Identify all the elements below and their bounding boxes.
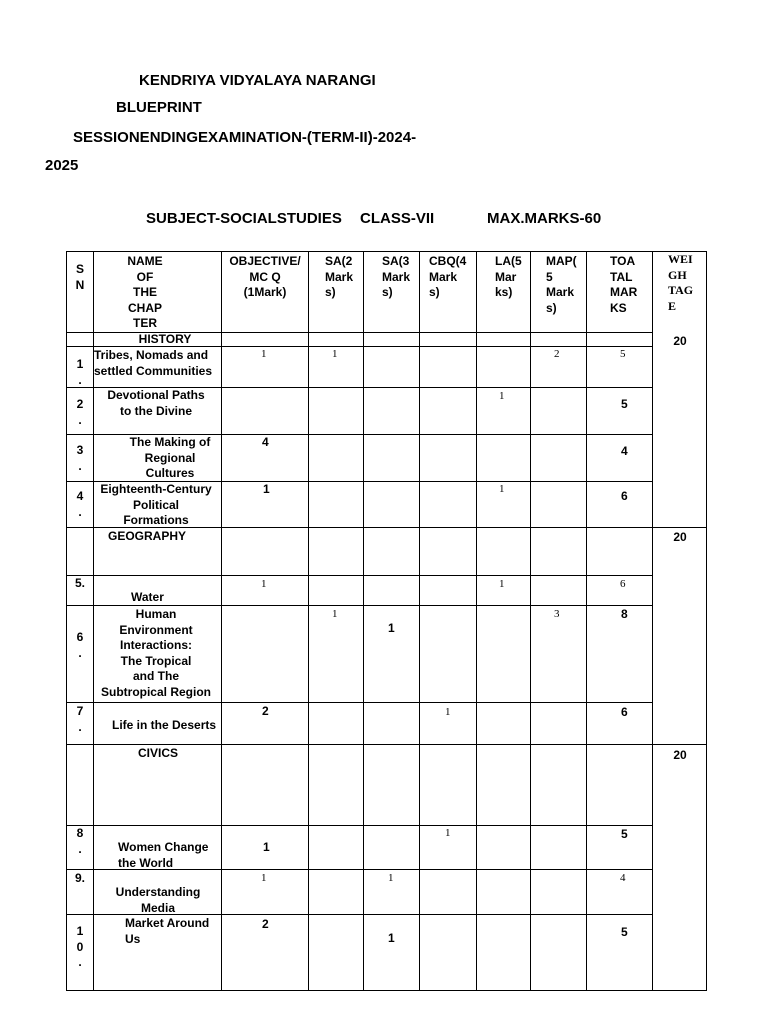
row-sn: 1 0 . — [76, 924, 84, 969]
section-civics: CIVICS — [137, 746, 178, 760]
header-weightage: WEI GH TAG E — [668, 252, 694, 313]
max-marks-label: MAX.MARKS-60 — [487, 210, 602, 227]
column-divider — [530, 251, 531, 991]
row-cbq: 1 — [445, 827, 451, 839]
row-chapter-name: Women Change the World — [118, 840, 209, 870]
row-chapter-name: Market Around Us — [125, 916, 210, 946]
row-total: 6 — [621, 489, 628, 503]
row-objective: 2 — [262, 704, 269, 718]
row-chapter-name: Understanding Media — [115, 885, 201, 915]
weightage-history: 20 — [673, 334, 687, 348]
row-chapter-name: Life in the Deserts — [112, 718, 217, 732]
row-chapter-name: Tribes, Nomads and settled Communities — [94, 348, 213, 378]
row-sa3: 1 — [388, 872, 394, 884]
row-objective: 1 — [261, 578, 267, 590]
row-sn: 8 . — [76, 826, 84, 856]
header-objective: OBJECTIVE/ MC Q (1Mark) — [229, 254, 301, 299]
row-total: 6 — [621, 705, 628, 719]
row-sn: 3 . — [76, 443, 84, 473]
row-objective: 1 — [261, 348, 267, 360]
exam-title-line2: 2025 — [45, 157, 79, 174]
row-chapter-name: Devotional Paths to the Divine — [107, 388, 205, 418]
row-total: 5 — [620, 348, 626, 360]
exam-title-line1: SESSIONENDINGEXAMINATION-(TERM-II)-2024- — [73, 129, 417, 146]
header-la: LA(5 Mar ks) — [495, 254, 522, 299]
class-label: CLASS-VII — [360, 210, 435, 227]
row-map: 2 — [554, 348, 560, 360]
section-history: HISTORY — [138, 332, 192, 346]
subject-label: SUBJECT-SOCIALSTUDIES — [146, 210, 342, 227]
column-divider — [476, 251, 477, 991]
row-sn: 6 . — [76, 630, 84, 660]
row-objective: 1 — [263, 482, 270, 496]
weightage-civics: 20 — [673, 748, 687, 762]
row-sn: 7 . — [76, 704, 84, 734]
row-objective: 1 — [263, 840, 270, 854]
row-chapter-name: Water — [131, 590, 164, 604]
row-total: 5 — [621, 397, 628, 411]
row-divider — [66, 575, 652, 576]
row-total: 6 — [620, 578, 626, 590]
row-total: 4 — [621, 444, 628, 458]
column-divider — [221, 251, 222, 991]
row-total: 5 — [621, 925, 628, 939]
column-divider — [652, 251, 653, 991]
row-chapter-name: Eighteenth-Century Political Formations — [100, 482, 212, 527]
row-cbq: 1 — [445, 706, 451, 718]
row-divider — [66, 744, 707, 745]
row-sa2: 1 — [332, 608, 338, 620]
section-geography: GEOGRAPHY — [107, 529, 186, 543]
header-map: MAP( 5 Mark s) — [546, 254, 577, 315]
row-sn: 1 . — [76, 357, 84, 387]
row-total: 5 — [621, 827, 628, 841]
document-type: BLUEPRINT — [116, 99, 202, 116]
row-sn: 2 . — [76, 397, 84, 427]
row-la: 1 — [499, 578, 505, 590]
row-map: 3 — [554, 608, 560, 620]
header-sa2: SA(2 Mark s) — [325, 254, 354, 299]
row-total: 4 — [620, 872, 626, 884]
row-divider — [66, 825, 652, 826]
row-sn: 4 . — [76, 489, 84, 519]
row-objective: 1 — [261, 872, 267, 884]
row-la: 1 — [499, 483, 505, 495]
header-cbq: CBQ(4 Mark s) — [429, 254, 467, 299]
row-sa3: 1 — [388, 621, 395, 635]
header-sn: S N — [75, 262, 85, 292]
column-divider — [363, 251, 364, 991]
row-chapter-name: The Making of Regional Cultures — [129, 435, 211, 480]
header-total: TOA TAL MAR KS — [610, 254, 638, 315]
column-divider — [419, 251, 420, 991]
row-chapter-name: Human Environment Interactions: The Tropical and The Subtropical Region — [100, 607, 211, 699]
row-objective: 2 — [262, 917, 269, 931]
row-sn: 5. — [75, 576, 86, 590]
row-sn: 9. — [75, 871, 86, 885]
weightage-geography: 20 — [673, 530, 687, 544]
row-sa2: 1 — [332, 348, 338, 360]
header-sa3: SA(3 Mark s) — [382, 254, 411, 299]
column-divider — [586, 251, 587, 991]
column-divider — [308, 251, 309, 991]
row-sa3: 1 — [388, 931, 395, 945]
school-name: KENDRIYA VIDYALAYA NARANGI — [139, 72, 376, 89]
row-la: 1 — [499, 390, 505, 402]
row-divider — [66, 702, 652, 703]
row-total: 8 — [621, 607, 628, 621]
header-chapter-name: NAME OF THE CHAP TER — [127, 254, 163, 330]
row-objective: 4 — [262, 435, 269, 449]
